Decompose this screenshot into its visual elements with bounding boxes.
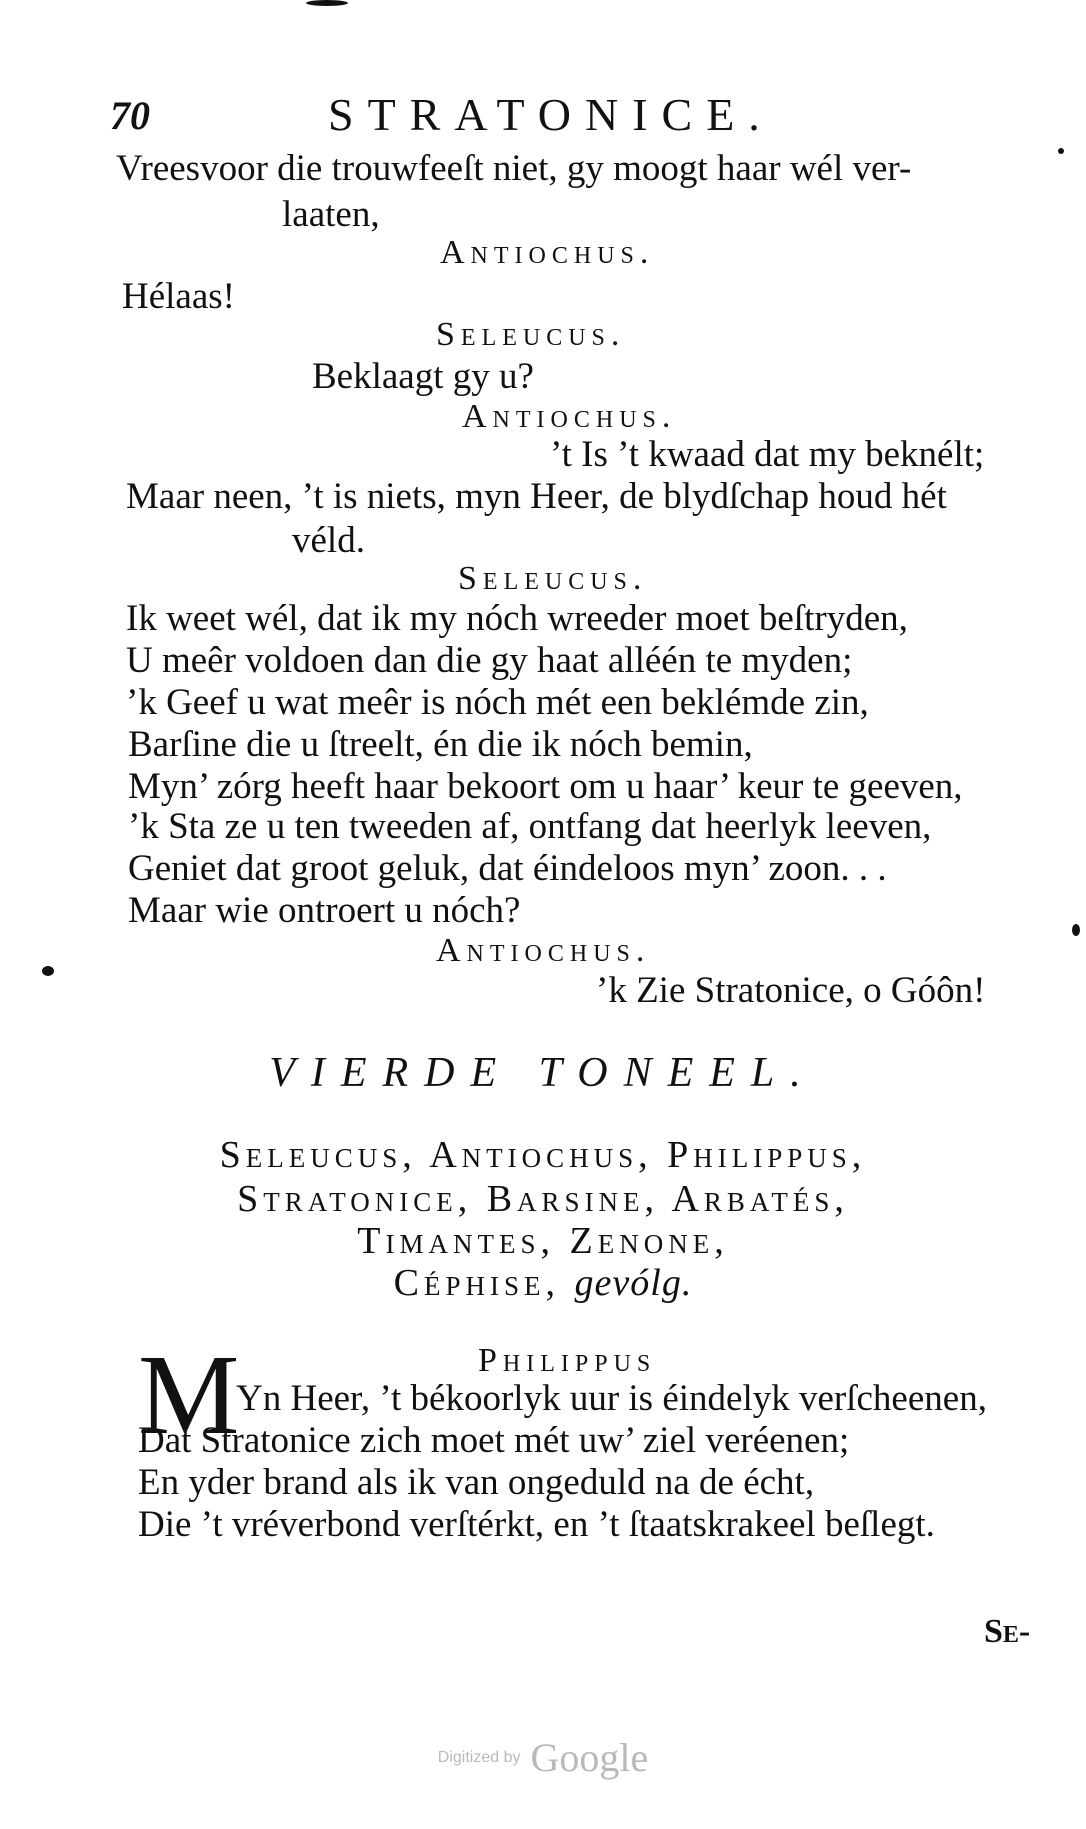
verse-line: ’k Geef u wat meêr is nóch mét een beklémde zin, [126, 682, 869, 723]
verse-line: Dat Stratonice zich moet mét uw’ ziel veréenen; [138, 1420, 850, 1461]
cast-list-line: Stratonice, Barsine, Arbatés, [237, 1178, 849, 1220]
catchword: Se- [984, 1613, 1031, 1650]
speaker-name: Seleucus. [436, 316, 626, 353]
verse-line: laaten, [282, 194, 380, 235]
verse-line: En yder brand als ik van ongeduld na de écht, [138, 1462, 815, 1503]
scene-title: VIERDE TONEEL. [269, 1050, 817, 1096]
verse-line: Vreesvoor die trouwfeeſt niet, gy moogt haar wél ver- [116, 148, 912, 189]
speaker-name: Antiochus. [436, 932, 651, 969]
verse-line: Beklaagt gy u? [312, 356, 534, 397]
page-number: 70 [110, 93, 150, 138]
digitization-watermark [0, 1735, 1086, 1780]
verse-line: U meêr voldoen dan die gy haat alléén te myden; [126, 640, 853, 681]
ink-spot-right-2 [1072, 924, 1080, 936]
speaker-name: Antiochus. [440, 234, 655, 271]
cast-list-line: Timantes, Zenone, [357, 1220, 729, 1262]
drop-cap: M [138, 1331, 240, 1458]
cast-list-line: Seleucus, Antiochus, Philippus, [219, 1134, 867, 1176]
cast-retinue: gevólg. [574, 1262, 693, 1304]
watermark-prefix: Digitized by [437, 1749, 521, 1766]
ink-spot-right [1058, 148, 1064, 154]
cast-name: Céphise, [393, 1262, 561, 1304]
verse-line: Myn’ zórg heeft haar bekoort om u haar’ keur te geeven, [128, 766, 963, 807]
verse-line: Maar neen, ’t is niets, myn Heer, de blydſchap houd hét [126, 476, 947, 517]
verse-line: Hélaas! [122, 276, 235, 317]
verse-line: Barſine die u ſtreelt, én die ik nóch bemin, [128, 724, 753, 765]
verse-line: Yn Heer, ’t békoorlyk uur is éindelyk verſcheenen, [236, 1378, 987, 1419]
verse-line: ’t Is ’t kwaad dat my beknélt; [550, 434, 985, 475]
verse-line: ’k Sta ze u ten tweeden af, ontfang dat heerlyk leeven, [128, 806, 932, 847]
ink-spot-top [306, 0, 348, 6]
verse-line: Die ’t vréverbond verſtérkt, en ’t ſtaatskrakeel beſlegt. [138, 1504, 935, 1545]
speaker-name: Philippus [478, 1342, 657, 1379]
watermark-logo: Google [530, 1735, 649, 1780]
cast-list-line [0, 1264, 1086, 1302]
verse-line: Geniet dat groot geluk, dat éindeloos myn’ zoon. . . [128, 848, 887, 889]
ink-spot-left [42, 966, 54, 976]
verse-line: Maar wie ontroert u nóch? [128, 890, 521, 931]
verse-line: véld. [292, 520, 365, 561]
verse-line: Ik weet wél, dat ik my nóch wreeder moet beſtryden, [126, 598, 908, 639]
speaker-name: Antiochus. [462, 398, 677, 435]
verse-line: ’k Zie Stratonice, o Góôn! [596, 970, 986, 1011]
running-title: STRATONICE. [328, 89, 774, 140]
speaker-name: Seleucus. [458, 560, 648, 597]
